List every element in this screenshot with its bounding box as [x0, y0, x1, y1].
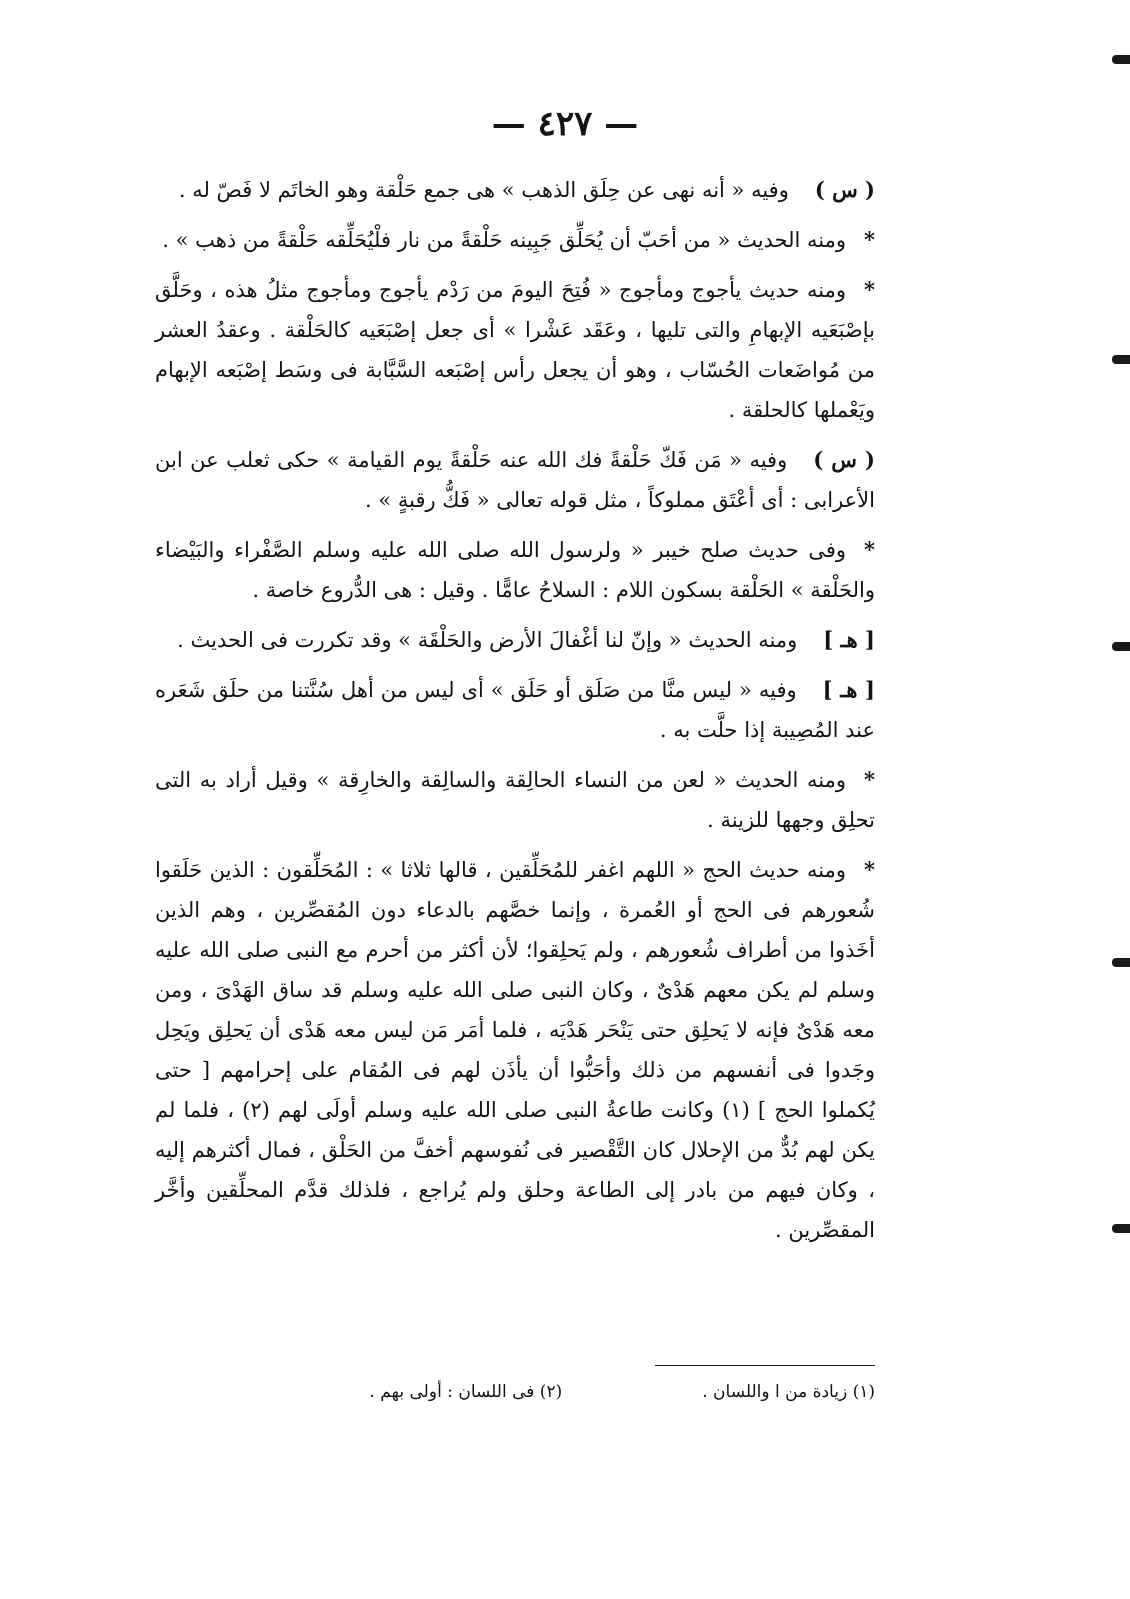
paragraph: [155, 170, 875, 210]
page-number: — ٤٢٧ —: [491, 104, 639, 144]
asterisk-marker: *: [864, 767, 875, 792]
paragraph: [155, 670, 875, 750]
paragraph-text: ومنه الحديث « وإنّ لنا أغْفالَ الأرض والحَلْقَة » وقد تكررت فى الحديث .: [177, 628, 798, 652]
footnote: (٢) فى اللسان : أولى بهم .: [369, 1382, 563, 1402]
asterisk-marker: *: [864, 857, 875, 882]
source-tag: ( س ): [813, 447, 875, 472]
source-tag: ( س ): [814, 177, 875, 202]
paragraph-text: ومنه حديث الحج « اللهم اغفر للمُحَلِّقين ، قالها ثلاثا » : المُحَلِّقون : الذين حَلَقوا شُعورهم فى الحج أو العُمرة ، وإنما خصَّهم بالدعاء دون المُقصِّرين ، وهم الذين أخَذوا من أطراف شُعورهم ، ولم يَحلِقوا؛ لأن أكثر من أحرم مع النبى صلى الله عليه وسلم لم يكن معهم هَدْىٌ ، وكان النبى صلى الله عليه وسلم قد ساق الهَدْىَ ، ومن معه هَدْىٌ فإنه لا يَحلِق حتى يَنْحَر هَدْيَه ، فلما أمَر مَن ليس معه هَدْى أن يَحلِق ويَحِل وجَدوا فى أنفسهم من ذلك وأحَبُّوا أن يأذَن لهم فى المُقام على إحرامهم [ حتى يُكملوا الحج ] (١) وكانت طاعةُ النبى صلى الله عليه وسلم أولَى لهم (٢) ، فلما لم يكن لهم بُدٌّ من الإحلال كان التَّقْصير فى نُفوسهم أخفَّ من الحَلْق ، فمال أكثرهم إليه ، وكان فيهم من بادر إلى الطاعة وحلق ولم يُراجع ، فلذلك قدَّم المحلِّقين وأخَّر المقصِّرين .: [155, 858, 875, 1242]
main-text: [155, 170, 875, 1260]
paragraph: [155, 220, 875, 260]
paragraph: [155, 270, 875, 430]
paragraph-text: وفيه « ليس منَّا من صَلَق أو حَلَق » أى ليس من أهل سُنَّتنا من حلَق شَعَره عند المُصِيبة إذا حلَّت به .: [155, 678, 875, 742]
page-edge-mark: [1112, 958, 1130, 967]
page-edge-mark: [1112, 55, 1130, 64]
paragraph-text: وفى حديث صلح خيبر « ولرسول الله صلى الله عليه وسلم الصَّفْراء والبَيْضاء والحَلْقة » الحَلْقة بسكون اللام : السلاحُ عامًّا . وقيل : هى الدُّروع خاصة .: [155, 538, 875, 602]
footnote: (١) زيادة من ا واللسان .: [702, 1382, 875, 1402]
footnote-divider: [655, 1365, 875, 1366]
page-edge-mark: [1112, 642, 1130, 651]
paragraph: [155, 760, 875, 840]
footnotes: [155, 1382, 875, 1402]
page-edge-mark: [1112, 355, 1130, 364]
paragraph-text: وفيه « مَن فَكّ حَلْقةً فك الله عنه حَلْقةً يوم القيامة » حكى ثعلب عن ابن الأعرابى : أى أعْتَق مملوكاً ، مثل قوله تعالى « فَكُّ رقبةٍ » .: [155, 448, 875, 512]
paragraph-text: ومنه الحديث « من أحَبّ أن يُحَلِّق جَبِينه حَلْقةً من نار فلْيُحَلِّقه حَلْقةً من ذهب » .: [162, 228, 847, 252]
asterisk-marker: *: [864, 537, 875, 562]
source-tag: [ هـ ]: [822, 677, 875, 702]
asterisk-marker: *: [864, 277, 875, 302]
paragraph-text: وفيه « أنه نهى عن حِلَق الذهب » هى جمع حَلْقة وهو الخاتَم لا فَصّ له .: [178, 178, 789, 202]
paragraph-text: ومنه حديث يأجوج ومأجوج « فُتِحَ اليومَ من رَدْم يأجوج ومأجوج مثلُ هذه ، وحَلَّق بإصْبَعَيه الإبهامِ والتى تليها ، وعَقَد عَشْرا » أى جعل إصْبَعَيه كالحَلْقة . وعقدُ العشر من مُواضَعات الحُسّاب ، وهو أن يجعل رأس إصْبَعه السَّبَّابة فى وسَط إصْبَعه الإبهام ويَعْملها كالحلقة .: [155, 278, 875, 422]
source-tag: [ هـ ]: [823, 627, 875, 652]
asterisk-marker: *: [864, 227, 875, 252]
page-edge-mark: [1112, 1224, 1130, 1233]
paragraph: [155, 850, 875, 1250]
paragraph-text: ومنه الحديث « لعن من النساء الحالِقة والسالِقة والخارِقة » وقيل أراد به التى تحلِق وجهها للزينة .: [155, 768, 875, 832]
paragraph: [155, 440, 875, 520]
paragraph: [155, 530, 875, 610]
paragraph: [155, 620, 875, 660]
